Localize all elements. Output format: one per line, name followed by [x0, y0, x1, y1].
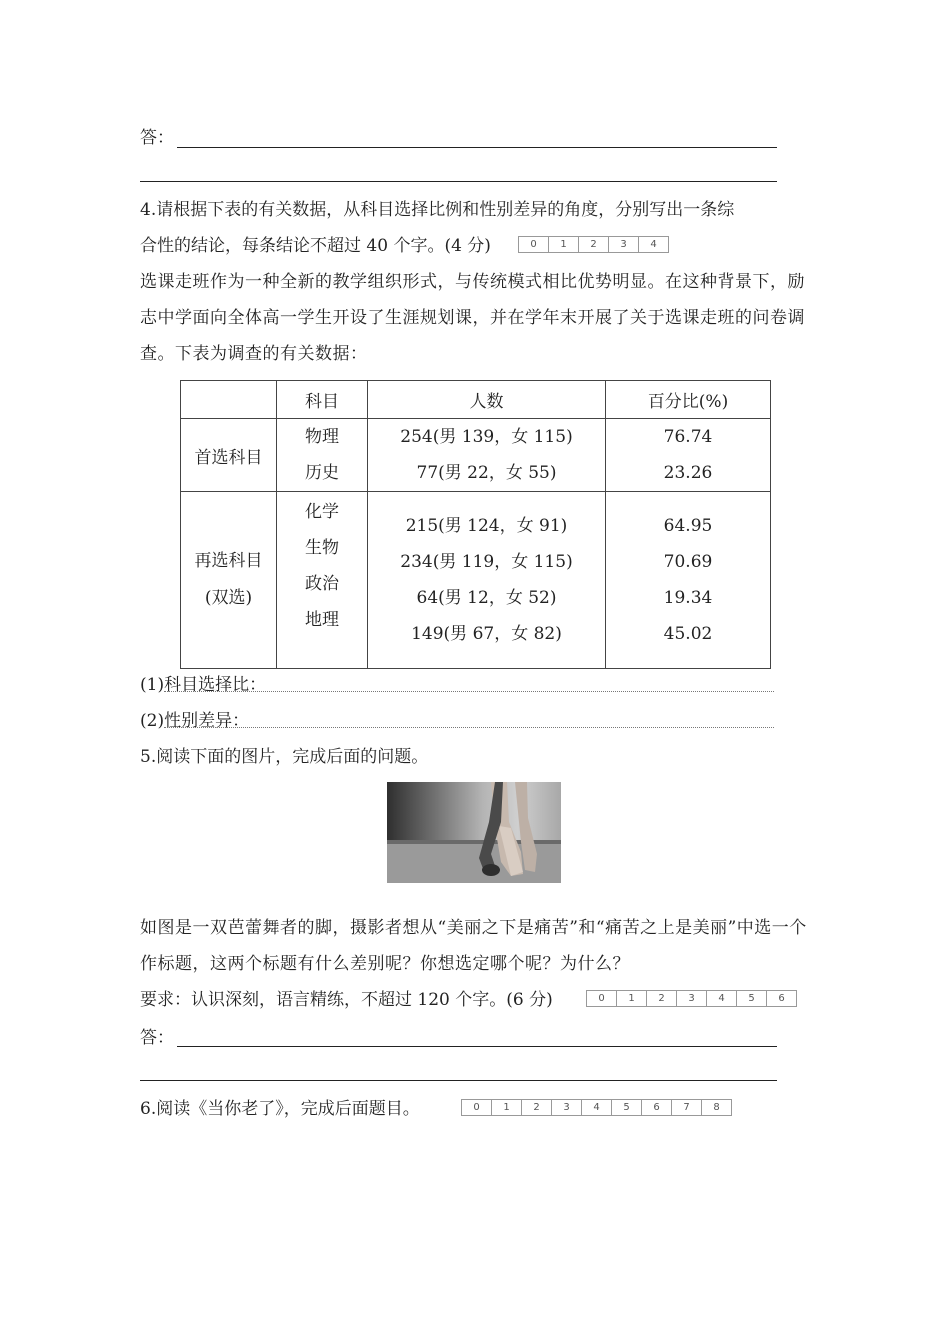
ballet-feet-image: [387, 782, 561, 883]
first-choice-percents: [606, 419, 771, 492]
score-box[interactable]: 8: [701, 1100, 731, 1115]
second-choice-percents: [606, 492, 771, 669]
first-choice-counts: [368, 419, 606, 492]
q5-title: 5.阅读下面的图片，完成后面的问题。: [140, 747, 429, 767]
table-cell: 45.02: [663, 624, 713, 644]
table-cell: 77(男 22，女 55): [416, 463, 557, 483]
score-box[interactable]: 0: [473, 1102, 480, 1113]
q4-prompt-line1: 4.请根据下表的有关数据，从科目选择比例和性别差异的角度，分别写出一条综: [140, 200, 735, 220]
score-box[interactable]: 4: [706, 991, 736, 1006]
score-box[interactable]: 1: [491, 1100, 521, 1115]
score-box[interactable]: 5: [736, 991, 766, 1006]
first-choice-subjects: [277, 419, 368, 492]
score-box[interactable]: 1: [548, 237, 578, 252]
table-cell: 再选科目: [194, 551, 263, 571]
q4-sub1-label: (1)科目选择比：: [140, 675, 267, 695]
table-cell: 215(男 124，女 91): [405, 516, 568, 536]
q5-requirement: 要求：认识深刻，语言精练，不超过 120 个字。(6 分): [140, 990, 553, 1010]
answer-label-top: 答：: [140, 128, 174, 148]
answer-line[interactable]: [177, 147, 777, 148]
table-cell: 化学: [305, 502, 339, 522]
table-cell: 政治: [305, 574, 339, 594]
sub1-answer-line[interactable]: [164, 691, 774, 692]
q4-sub2-label: (2)性别差异：: [140, 711, 250, 731]
table-cell: 生物: [305, 538, 339, 558]
q6-title: 6.阅读《当你老了》，完成后面题目。: [140, 1099, 420, 1119]
score-box[interactable]: 3: [551, 1100, 581, 1115]
q4-passage: 选课走班作为一种全新的教学组织形式，与传统模式相比优势明显。在这种背景下，励志中学面向全体高一学生开设了生涯规划课，并在学年末开展了关于选课走班的问卷调查。下表为调查的有关数据：: [140, 272, 805, 364]
table-header-cell: 科目: [277, 381, 368, 419]
table-cell: 23.26: [663, 463, 713, 483]
score-box[interactable]: 6: [641, 1100, 671, 1115]
score-box[interactable]: 3: [676, 991, 706, 1006]
q4-score-boxes[interactable]: [518, 236, 669, 253]
score-box[interactable]: 0: [598, 993, 605, 1004]
table-row: [181, 492, 771, 669]
answer-line[interactable]: [140, 181, 777, 182]
score-box[interactable]: 3: [608, 237, 638, 252]
table-cell: 149(男 67，女 82): [411, 624, 562, 644]
q4-prompt-line2: 合性的结论，每条结论不超过 40 个字。(4 分): [140, 236, 491, 256]
table-cell: 234(男 119，女 115): [400, 552, 573, 572]
q5-answer-label: 答：: [140, 1028, 174, 1048]
ballet-feet-photo: [387, 782, 561, 883]
table-cell: 76.74: [663, 427, 713, 447]
score-box[interactable]: 5: [611, 1100, 641, 1115]
score-box[interactable]: 1: [616, 991, 646, 1006]
sub2-answer-line[interactable]: [164, 727, 774, 728]
score-box[interactable]: 2: [521, 1100, 551, 1115]
table-header-cell: 人数: [368, 381, 606, 419]
q5-body: 如图是一双芭蕾舞者的脚，摄影者想从“美丽之下是痛苦”和“痛苦之上是美丽”中选一个作标题，这两个标题有什么差别呢？你想选定哪个呢？为什么？: [140, 918, 807, 974]
second-choice-counts: [368, 492, 606, 669]
second-choice-label: [181, 492, 277, 669]
answer-line[interactable]: [140, 1080, 777, 1081]
score-box[interactable]: 4: [638, 237, 668, 252]
table-cell: 19.34: [663, 588, 713, 608]
table-cell: (双选): [204, 588, 253, 608]
table-row: [181, 419, 771, 492]
table-cell: 254(男 139，女 115): [400, 427, 573, 447]
first-choice-label: 首选科目: [181, 419, 277, 492]
score-box[interactable]: 4: [581, 1100, 611, 1115]
table-cell: 64.95: [663, 516, 713, 536]
table-header-cell: [181, 381, 277, 419]
table-cell: 历史: [305, 463, 339, 483]
table-cell: 物理: [305, 427, 339, 447]
table-cell: 64(男 12，女 52): [416, 588, 557, 608]
score-box[interactable]: 0: [530, 239, 537, 250]
q5-score-boxes[interactable]: [586, 990, 797, 1007]
survey-table: [180, 380, 771, 669]
table-cell: 地理: [305, 610, 339, 630]
table-cell: 70.69: [663, 552, 713, 572]
score-box[interactable]: 7: [671, 1100, 701, 1115]
score-box[interactable]: 6: [766, 991, 796, 1006]
table-header-row: [181, 381, 771, 419]
second-choice-subjects: [277, 492, 368, 669]
q6-score-boxes[interactable]: [461, 1099, 732, 1116]
score-box[interactable]: 2: [646, 991, 676, 1006]
table-header-cell: 百分比(%): [606, 381, 771, 419]
score-box[interactable]: 2: [578, 237, 608, 252]
answer-line[interactable]: [177, 1046, 777, 1047]
